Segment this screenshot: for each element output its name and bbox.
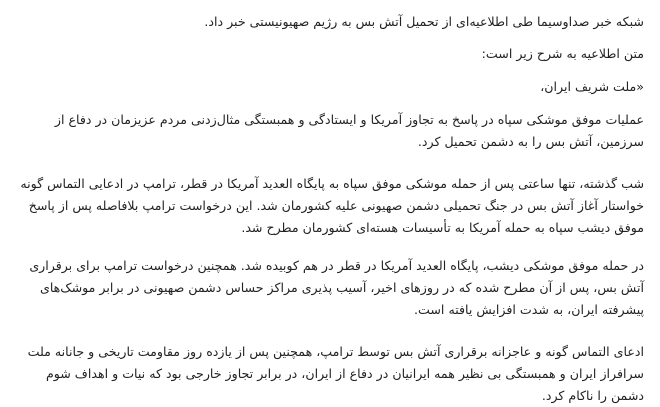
statement-salutation: «ملت شریف ایران، bbox=[540, 79, 644, 94]
lead-paragraph: شبکه خبر صداوسیما طی اطلاعیه‌ای از تحمیل آتش بس به رژیم صهیونیستی خبر داد. bbox=[204, 14, 644, 29]
statement-paragraph-2: شب گذشته، تنها ساعتی پس از حمله موشکی موفق سپاه به پایگاه العدید آمریکا در قطر، ترامپ در ادعایی التماس گونه خواستار آغاز آتش بس در جنگ تحمیلی دشمن صهیونی علیه کشورمان شد. این درخواست ترامپ بلافاصله پس از پاسخ موفق دیشب سپاه به حمله آمریکا به تأسیسات هسته‌ای کشورمان مطرح شد. bbox=[20, 176, 644, 235]
statement-intro: متن اطلاعیه به شرح زیر است: bbox=[481, 46, 644, 61]
statement-paragraph-4: ادعای التماس گونه و عاجزانه برقراری آتش بس توسط ترامپ، همچنین پس از یازده روز مقاومت تاریخی و جانانه ملت سرافراز ایران و همبستگی بی نظیر همه ایرانیان در دفاع از ایران، در برابر تجاوز خارجی بود که نیات و اهداف شوم دشمن را ناکام کرد. bbox=[27, 344, 644, 403]
statement-paragraph-3: در حمله موفق موشکی دیشب، پایگاه العدید آمریکا در قطر در هم کوبیده شد. همچنین درخواست ترامپ برای برقراری آتش بس، پس از آن مطرح شده که در روزهای اخیر، آسیب پذیری مراکز حساس دشمن صهیونی در برابر موشک‌های پیشرفته ایران، به شدت افزایش یافته است. bbox=[29, 258, 644, 317]
statement-paragraph-1: عملیات موفق موشکی سپاه در پاسخ به تجاوز آمریکا و ایستادگی و همبستگی مثال‌زدنی مردم عزیزمان در دفاع از سرزمین، آتش بس را به دشمن تحمیل کرد. bbox=[54, 112, 644, 149]
